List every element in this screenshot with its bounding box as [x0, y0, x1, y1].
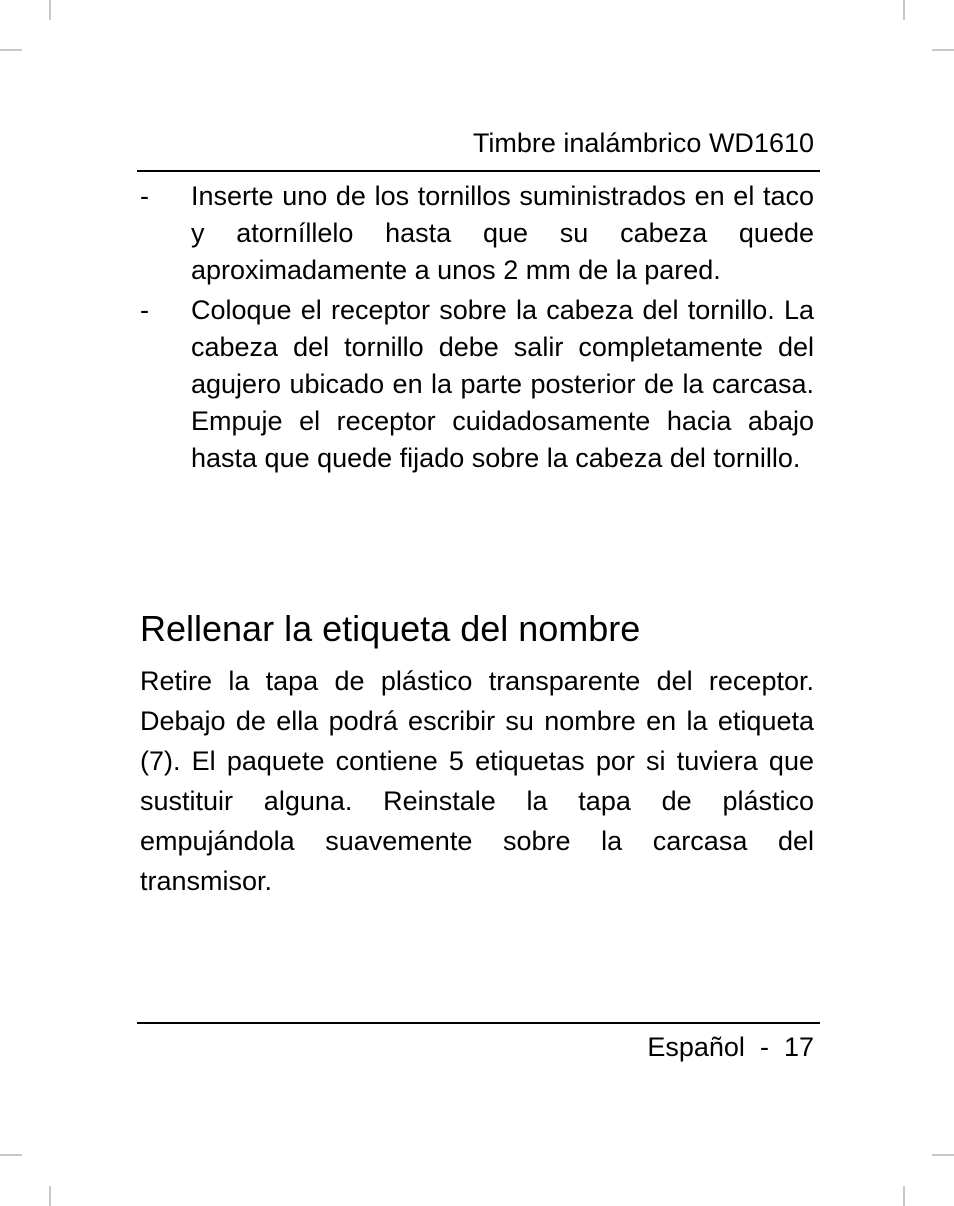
instruction-list: [140, 178, 814, 480]
crop-mark-top-right: [903, 0, 905, 20]
footer-rule: [137, 1022, 820, 1024]
list-item: [140, 178, 814, 288]
bullet-dash: -: [140, 295, 149, 326]
section-paragraph: Retire la tapa de plástico transparente del receptor. Debajo de ella podrá escribir su nombre en la etiqueta (7). El paquete contiene 5 etiquetas por si tuviera que sustituir alguna. Reinstale la tapa de plástico empujándola suavemente sobre la carcasa del transmisor.: [140, 666, 814, 896]
footer-separator: -: [759, 1032, 769, 1062]
list-item-text: Coloque el receptor sobre la cabeza del tornillo. La cabeza del tornillo debe salir completamente del agujero ubicado en la parte posterior de la carcasa. Empuje el receptor cuidadosamente hacia abajo hasta que quede fijado sobre la cabeza del tornillo.: [191, 295, 814, 473]
page-footer: [647, 1030, 814, 1064]
crop-mark-top-right: [932, 49, 954, 51]
page-number: 17: [783, 1032, 814, 1062]
bullet-dash: -: [140, 181, 149, 211]
footer-language: Español: [647, 1032, 745, 1062]
crop-mark-bottom-right: [903, 1186, 905, 1206]
section-heading: Rellenar la etiqueta del nombre: [140, 608, 641, 649]
header-rule: [137, 170, 820, 172]
crop-mark-top-left: [0, 49, 22, 51]
crop-mark-bottom-right: [932, 1154, 954, 1156]
list-item: [140, 292, 814, 476]
crop-mark-top-left: [49, 0, 51, 20]
crop-mark-bottom-left: [0, 1154, 22, 1156]
crop-mark-bottom-left: [49, 1186, 51, 1206]
list-item-text: Inserte uno de los tornillos suministrados en el taco y atorníllelo hasta que su cabeza quede aproximadamente a unos 2 mm de la pared.: [191, 181, 814, 285]
running-header-title: Timbre inalámbrico WD1610: [472, 128, 814, 158]
